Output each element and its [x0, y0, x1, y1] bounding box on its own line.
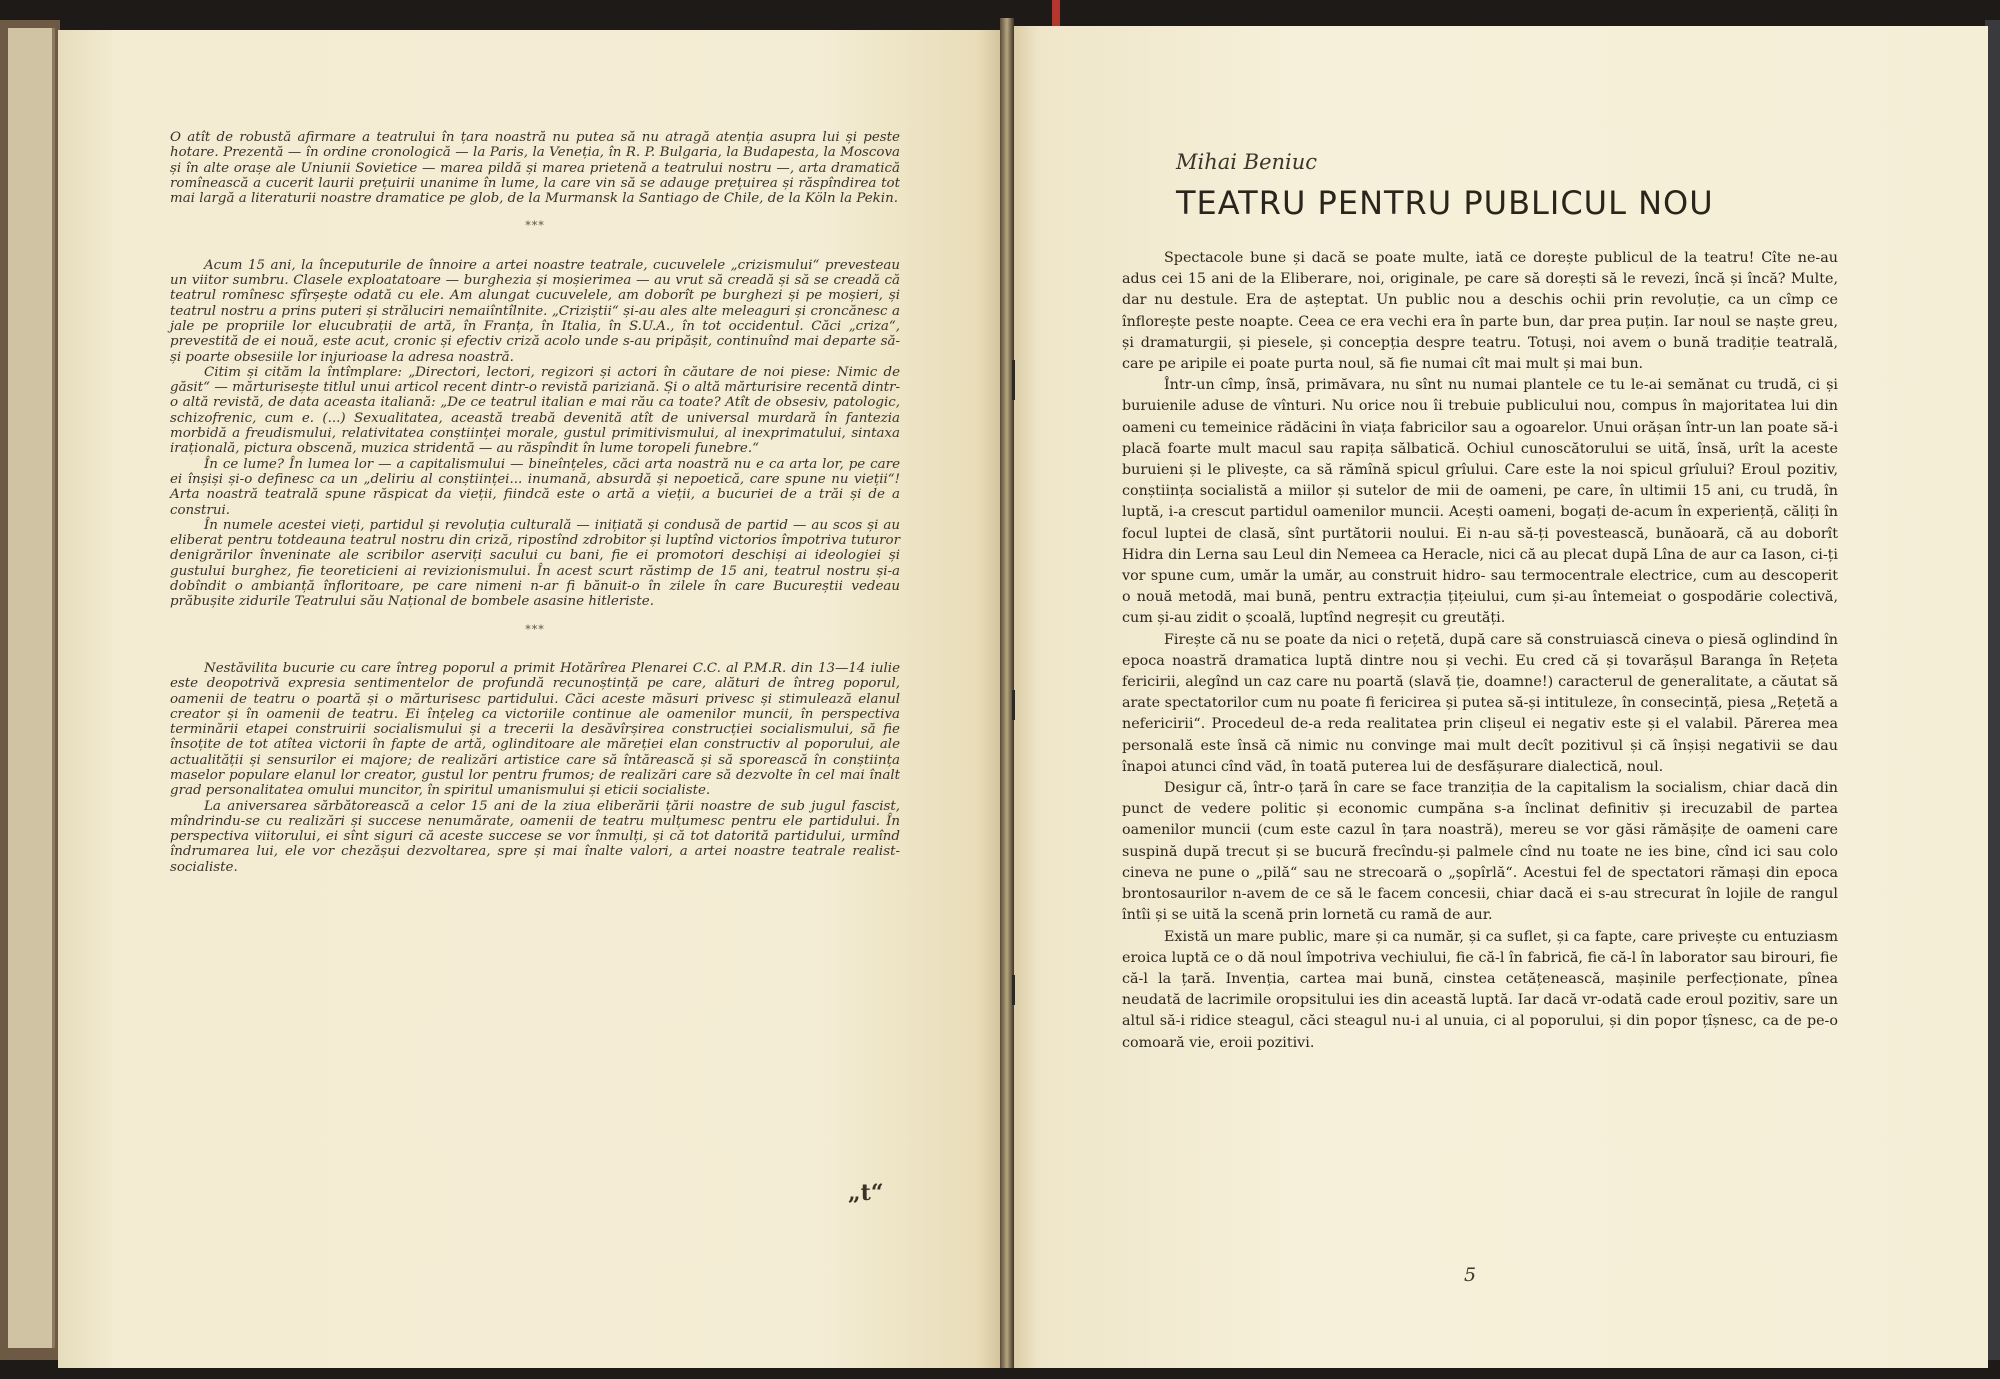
section-separator: *** — [525, 219, 545, 233]
binding-stitch — [1012, 690, 1015, 720]
paragraph: Spectacole bune și dacă se poate multe, iată ce dorește publicul de la teatru! Cîte ne-au adus cei 15 ani de la Eliberare, noi, originale, pe care să dorești să le revezi, încă și încă? Multe, dar nu destule. Era de așteptat. Un public nou a deschis ochii prin revoluție, ca un cîmp ce înflorește peste noapte. Ceea ce era vechi era în parte bun, dar prea puțin. Iar noul se naște greu, și dramaturgii, și piesele, și concepția despre teatru. Totuși, noi avem o bună tradiție teatrală, care pe aripile ei poate purta noul, să fie numai cît mai mult și mai bun. — [1122, 250, 1838, 373]
section-separator: *** — [525, 622, 545, 636]
paragraph: Acum 15 ani, la începuturile de înnoire a artei noastre teatrale, cucuvelele „crizismului“ prevesteau un viitor sumbru. Clasele exploatatoare — burghezia și moșierimea — au vrut să creadă și să se creadă că teatrul romînesc sfîrșește odată cu ele. Am alungat cucuvelele, am doborît pe burghezi și pe moșieri, și teatrul nostru a prins puteri și străluciri nemaiîntîlnite. „Criziștii“ și-au ales alte meleaguri și croncănesc a jale pe propriile lor elucubrații de artă, în Franța, în Italia, în S.U.A., în tot occidentul. Căci „criza“, prevestită de ei nouă, este acut, cronic și efectiv criză acolo unde s-au pripășit, continuînd mai departe să-și poarte obsesiile lor injurioase la adresa noastră. — [170, 257, 900, 365]
paragraph: Citim și cităm la întîmplare: „Directori, lectori, regizori și actori în căutare de noi piese: Nimic de găsit“ — mărturisește titlul unui articol recent dintr-o revistă pariziană. Și o altă mărturisire recentă dintr-o altă revistă, de data aceasta italiană: „De ce teatrul italian e mai rău ca toate? Atît de obsesiv, patologic, schizofrenic, cum e. (...) Sexualitatea, această treabă devenită atît de universal murdară în fantezia morbidă a freudismului, relativitatea conștiinței morale, gustul primitivismului, al inexprimatului, sintaxa irațională, pictura obscenă, muzica stridentă — au răspîndit în lume toropeli funebre.“ — [170, 364, 900, 457]
article-author: Mihai Beniuc — [1176, 150, 1318, 174]
paragraph: În numele acestei vieți, partidul și revoluția culturală — inițiată și condusă de partid — au scos și au eliberat pentru totdeauna teatrul nostru din criză, ripostînd zdrobitor și luptînd victorios împotriva tuturor denigrărilor înveninate ale scribilor aserviți sacului cu bani, fie ei promotori deschiși ai ideologiei și gustului burghez, fie teoreticieni ai revizionismului. În acest scurt răstimp de 15 ani, teatrul nostru și-a dobîndit o ambianță înfloritoare, pe care nimeni n-ar fi bănuit-o în zilele în care Bucureștii vedeau prăbușite zidurile Teatrului său Național de bombele asasine hitleriste. — [170, 517, 900, 610]
bookmark-ribbon — [1052, 0, 1060, 26]
paragraph: Într-un cîmp, însă, primăvara, nu sînt nu numai plantele ce tu le-ai semănat cu trudă, ci și buruienile aduse de vînturi. Nu orice nou îi trebuie publicului nou, compus în majoritatea lui din oameni cu temeinice rădăcini în viața fabricilor sau a ogoarelor. Unui orășan într-un lan poate să-i placă foarte mult macul sau rapița sălbatică. Ochiul cunoscătorului se uită, însă, urît la aceste buruieni și le plivește, ca să rămînă spicul grîului. Care este la noi spicul grîului? Eroul pozitiv, conștiința socialistă a miilor și sutelor de mii de oameni, pe care, în ultimii 15 ani, cu trudă, în luptă, i-a crescut partidul oamenilor muncii. Acești oameni, bogați de-acum în experiență, căliți în focul luptei de clasă, sînt purtătorii noului. Ei n-au să-ți povestească, bunăoară, că au doborît Hidra din Lerna sau Leul din Nemeea ca Heracle, nici că au plecat după Lîna de aur ca Iason, ci-ți vor spune cum, umăr la umăr, au construit hidro- sau termocentrale electrice, cum au descoperit o nouă metodă, mai bună, pentru extracția țițeiului, cum și-au întemeiat o gospodărie colectivă, cum și-au zidit o școală, luptînd negreșit cu greutăți. — [1122, 377, 1838, 627]
paragraph: Desigur că, într-o țară în care se face tranziția de la capitalism la socialism, chiar dacă din punct de vedere politic și economic cumpăna s-a înclinat definitiv și irecuzabil de partea oamenilor muncii (cum este cazul în țara noastră), mereu se vor găsi rămășițe de oameni care suspină după trecut și se bucură frecîndu-și palmele cînd nu toate ne ies bine, cînd ici sau colo cineva ne pune o „pilă“ sau ne strecoară o „șopîrlă“. Acestui fel de spectatori rămași din epoca brontosaurilor n-avem de ce să le facem concesii, chiar dacă ei s-au strecurat în lojile de rangul întîi și se uită la scenă prin lornetă cu ramă de aur. — [1122, 780, 1838, 924]
page-edges-left — [8, 28, 55, 1348]
article-title: TEATRU PENTRU PUBLICUL NOU — [1176, 184, 1714, 222]
signature: „t“ — [848, 1180, 884, 1206]
paragraph: Există un mare public, mare și ca număr, și ca suflet, și ca fapte, care privește cu entuziasm eroica luptă ce o dă noul împotriva vechiului, fie că-l în fabrică, fie că-l în laborator sau birouri, fie că-l la țară. Invenția, cartea mai bună, cinstea cetățenească, mașinile perfecționate, pînea neudată de lacrimile oropsitului ies din această luptă. Iar dacă vr-odată cade eroul pozitiv, sare un altul să-i ridice steagul, căci steagul nu-i al unuia, ci al poporului, și din popor țîșnesc, ca de pe-o comoară vie, eroii pozitivi. — [1122, 928, 1838, 1051]
right-page-text — [1122, 248, 1838, 1054]
paragraph: Nestăvilita bucurie cu care întreg poporul a primit Hotărîrea Plenarei C.C. al P.M.R. din 13—14 iulie este deopotrivă expresia sentimentelor de profundă recunoștință pe care, alături de întreg poporul, oamenii de teatru o poartă și o mărturisesc partidului. Căci aceste măsuri privesc și stimulează elanul creator și în oamenii de teatru. Ei înțeleg ca victoriile continue ale oamenilor muncii, în perspectiva terminării etapei construirii socialismului și a trecerii la desăvîrșirea construcției socialismului, să fie însoțite de tot atîtea victorii în fapte de artă, oglinditoare ale măreției elan constructiv al poporului, ale actualității și sensurilor ei majore; de realizări artistice care să întărească și să sporească în conștiința maselor populare elanul lor creator, gustul lor pentru frumos; de realizări care să dezvolte în cel mai înalt grad personalitatea omului muncitor, în spiritul umanismului și eticii socialiste. — [170, 660, 900, 799]
paragraph: La aniversarea sărbătorească a celor 15 ani de la ziua eliberării țării noastre de sub jugul fascist, mîndrindu-se cu realizări și succese nenumărate, oamenii de teatru mulțumesc pentru ele partidului. În perspectiva viitorului, ei sînt siguri că aceste succese se vor înmulți, și că tot datorită partidului, urmînd îndrumarea lui, ele vor chezășui dezvoltarea, spre și mai înalte valori, a artei noastre teatrale realist-socialiste. — [170, 798, 900, 875]
paragraph: Firește că nu se poate da nici o rețetă, după care să construiască cineva o piesă oglindind în epoca noastră dramatica luptă dintre nou și vechi. Eu cred că și tovarășul Baranga în Rețeta fericirii, alegînd un caz care nu poartă (slavă ție, doamne!) caracterul de generalitate, a căutat să arate spectatorilor cum nu poate fi fericirea și putea să-și intituleze, în consecință, piesa „Rețetă a nefericirii“. Procedeul de-a reda realitatea prin clișeul ei negativ este și el valabil. Părerea mea personală este însă că nimic nu convinge mai mult decît pozitivul și că înșiși negativii se dau înapoi atunci cînd văd, în toată puterea lui de desfășurare dialectică, noul. — [1122, 631, 1838, 775]
paragraph: O atît de robustă afirmare a teatrului în țara noastră nu putea să nu atragă atenția asupra lui și peste hotare. Prezentă — în ordine cronologică — la Paris, la Veneția, în R. P. Bulgaria, la Budapesta, la Moscova și în alte orașe ale Uniunii Sovietice — marea pildă și marea prietenă a teatrului nostru —, arta dramatică romînească a cucerit laurii prețuirii unanime în lume, la care vin să se adauge prețuirea și răspîndirea tot mai largă a literaturii noastre dramatice pe glob, de la Murmansk la Santiago de Chile, de la Köln la Pekin. — [170, 130, 900, 207]
binding-stitch — [1012, 360, 1015, 400]
left-page-text — [170, 130, 900, 875]
page-number: 5 — [1464, 1264, 1477, 1286]
paragraph: În ce lume? În lumea lor — a capitalismului — bineînțeles, căci arta noastră nu e ca arta lor, pe care ei înșiși și-o definesc ca un „deliriu al conștiinței... inumană, absurdă și nepoetică, care spune nu vieții“! Arta noastră teatrală spune răspicat da vieții, fiindcă este o artă a vieții, a bucuriei de a trăi și de a construi. — [170, 456, 900, 518]
binding-stitch — [1012, 975, 1015, 1005]
